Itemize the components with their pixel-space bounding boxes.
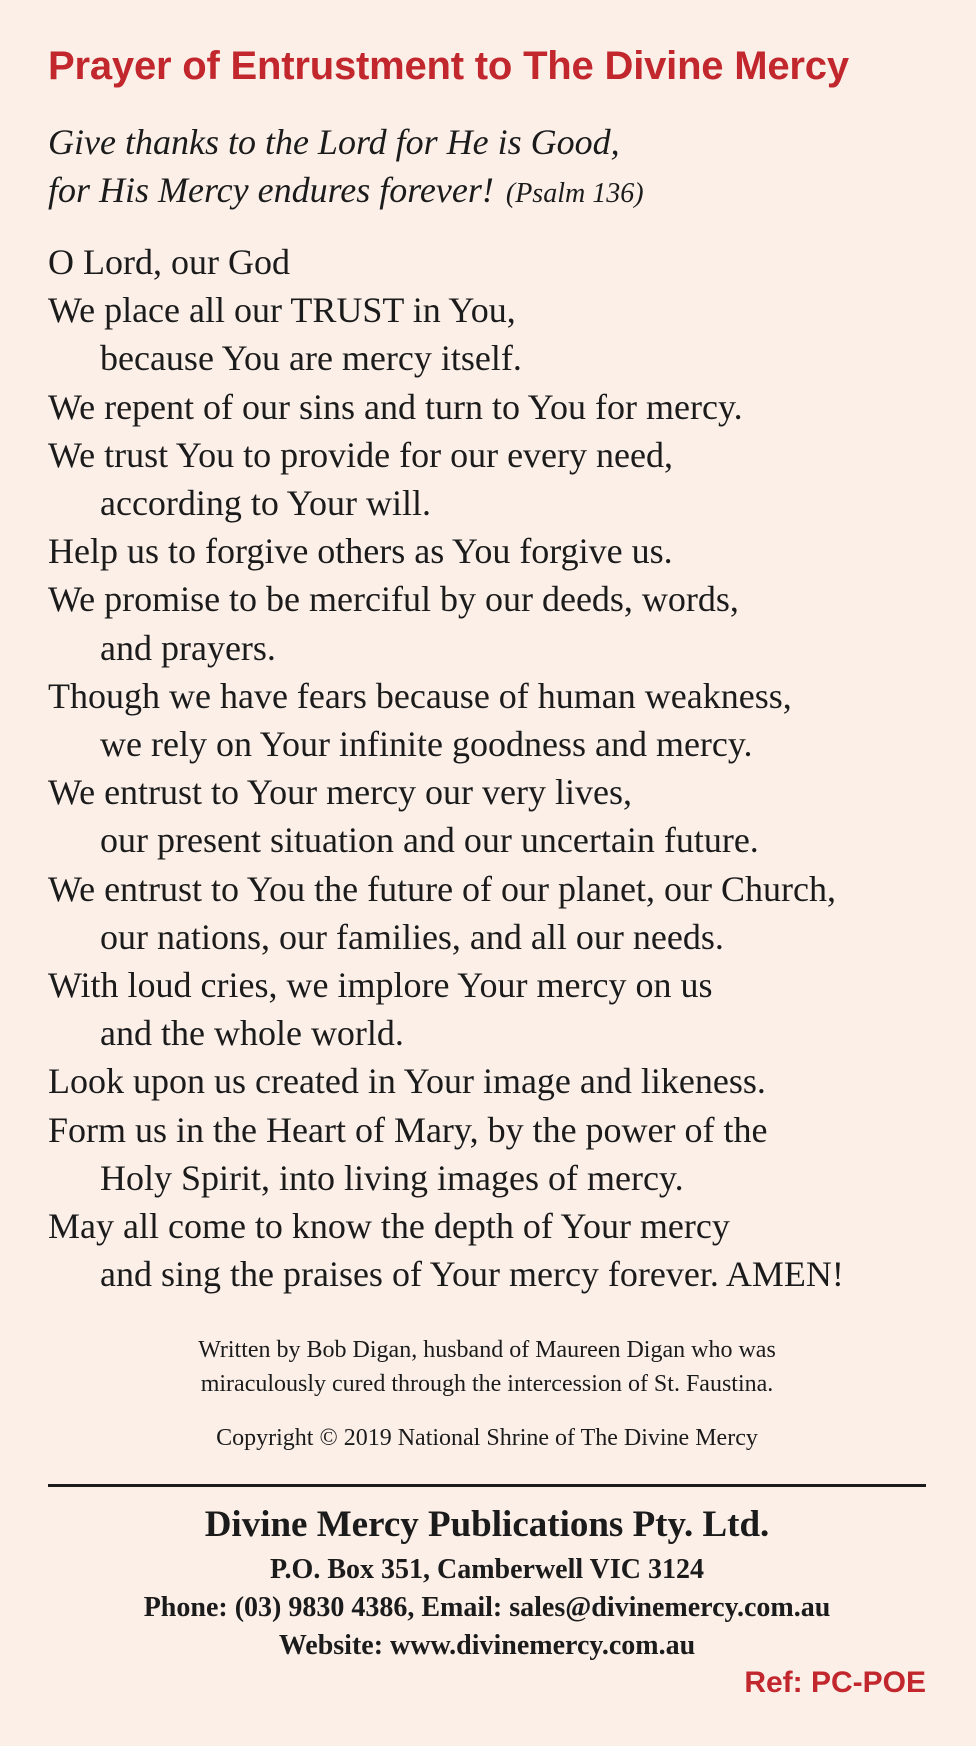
prayer-line: We entrust to You the future of our planet, our Church, [48, 868, 836, 909]
publisher-address: P.O. Box 351, Camberwell VIC 3124 [270, 1554, 704, 1585]
prayer-line: With loud cries, we implore Your mercy on us [48, 965, 713, 1006]
prayer-card [48, 0, 926, 1746]
prayer-line: We entrust to Your mercy our very lives, [48, 772, 632, 813]
prayer-line: Though we have fears because of human weakness, [48, 675, 792, 716]
copyright-notice: Copyright © 2019 National Shrine of The Divine Mercy [216, 1425, 758, 1451]
attribution [48, 1333, 926, 1401]
prayer-line: and the whole world. [100, 1013, 404, 1054]
publisher-contact: Phone: (03) 9830 4386, Email: sales@divinemercy.com.au [143, 1592, 831, 1623]
prayer-line: our present situation and our uncertain future. [100, 820, 759, 861]
prayer-line: We place all our TRUST in You, [48, 290, 516, 331]
divider [48, 1484, 926, 1487]
prayer-line: We promise to be merciful by our deeds, words, [48, 579, 739, 620]
epigraph [48, 118, 644, 218]
epigraph-line-2 [48, 166, 644, 218]
prayer-line: We repent of our sins and turn to You for mercy. [48, 386, 743, 427]
prayer-line: We trust You to provide for our every need, [48, 434, 673, 475]
prayer-line: because You are mercy itself. [100, 338, 522, 379]
epigraph-line-2-text: for His Mercy endures forever! [48, 170, 494, 210]
prayer-line: Look upon us created in Your image and likeness. [48, 1061, 766, 1102]
reference-code: Ref: PC-POE [744, 1666, 926, 1699]
prayer-body [48, 238, 926, 1298]
prayer-line: May all come to know the depth of Your mercy [48, 1206, 730, 1247]
scripture-reference: (Psalm 136) [505, 178, 644, 209]
attribution-line-2: miraculously cured through the intercession of St. Faustina. [200, 1371, 774, 1397]
prayer-line: Help us to forgive others as You forgive us. [48, 531, 673, 572]
page-title: Prayer of Entrustment to The Divine Mercy [48, 44, 849, 88]
prayer-line: and prayers. [100, 627, 276, 668]
prayer-line: our nations, our families, and all our needs. [100, 916, 724, 957]
publisher-website: Website: www.divinemercy.com.au [278, 1630, 696, 1661]
prayer-line: we rely on Your infinite goodness and mercy. [100, 724, 753, 765]
prayer-line: Holy Spirit, into living images of mercy. [100, 1157, 684, 1198]
publisher-name: Divine Mercy Publications Pty. Ltd. [204, 1504, 770, 1545]
attribution-line-1: Written by Bob Digan, husband of Maureen Digan who was [198, 1337, 776, 1363]
prayer-line: Form us in the Heart of Mary, by the power of the [48, 1109, 768, 1150]
prayer-line: O Lord, our God [48, 242, 290, 282]
prayer-line: and sing the praises of Your mercy forever. AMEN! [100, 1254, 844, 1295]
epigraph-line-1: Give thanks to the Lord for He is Good, [48, 122, 620, 162]
prayer-line: according to Your will. [100, 483, 431, 524]
